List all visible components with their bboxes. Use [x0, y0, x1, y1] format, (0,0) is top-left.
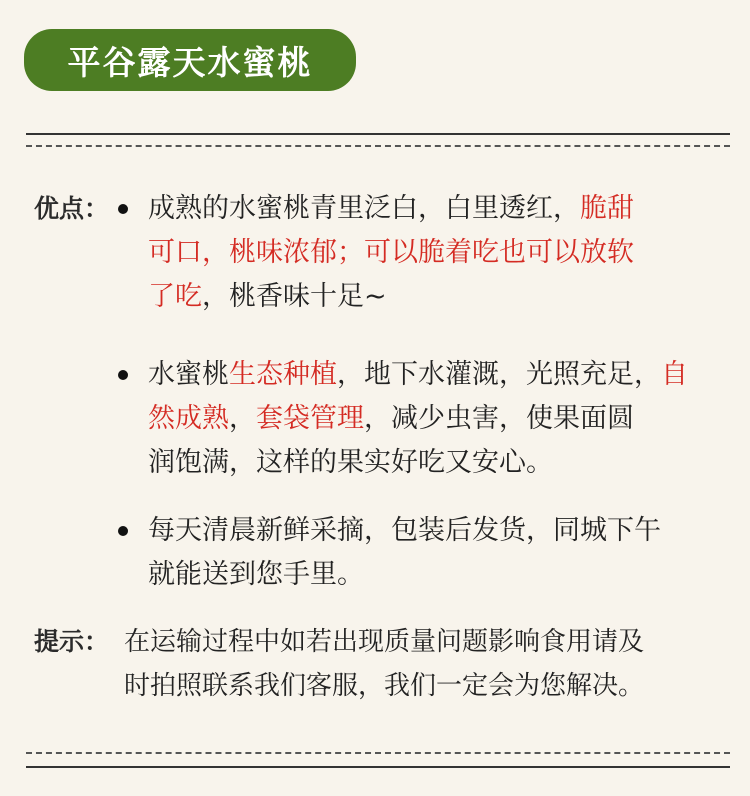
body-text: 就能送到您手里。 — [148, 559, 364, 590]
divider-bottom-dashed — [26, 752, 730, 754]
highlight-text: 自 — [661, 359, 688, 390]
advantage-line — [148, 509, 718, 553]
advantage-item-3 — [148, 509, 718, 597]
bullet-dot — [118, 526, 128, 536]
advantage-line — [148, 187, 718, 231]
body-text: ，桃香味十足~ — [202, 281, 387, 312]
advantage-line — [148, 231, 718, 275]
body-text: 每天清晨新鲜采摘，包装后发货，同城下午 — [148, 515, 661, 546]
notice-label: 提示： — [34, 627, 110, 656]
advantage-line — [148, 275, 718, 319]
page-title: 平谷露天水蜜桃 — [67, 42, 313, 82]
advantage-line — [148, 353, 718, 397]
highlight-text: 脆甜 — [580, 193, 634, 224]
advantage-line — [148, 553, 718, 597]
advantage-item-1 — [148, 187, 718, 319]
divider-bottom-solid — [26, 766, 730, 768]
body-text: 润饱满，这样的果实好吃又安心。 — [148, 447, 553, 478]
advantage-line — [148, 397, 718, 441]
notice-text — [124, 620, 724, 708]
title-badge — [24, 29, 356, 91]
highlight-text: 了吃 — [148, 281, 202, 312]
body-text: 成熟的水蜜桃青里泛白，白里透红， — [148, 193, 580, 224]
body-text: ，减少虫害，使果面圆 — [364, 403, 634, 434]
bullet-dot — [118, 370, 128, 380]
highlight-text: 套袋管理 — [256, 403, 364, 434]
notice-line: 在运输过程中如若出现质量问题影响食用请及 — [124, 627, 645, 657]
highlight-text: 可口，桃味浓郁；可以脆着吃也可以放软 — [148, 237, 634, 268]
body-text: ，地下水灌溉，光照充足， — [337, 359, 661, 390]
highlight-text: 生态种植 — [229, 359, 337, 390]
advantage-line — [148, 441, 718, 485]
divider-top-solid — [26, 133, 730, 135]
advantage-item-2 — [148, 353, 718, 485]
divider-top-dashed — [26, 145, 730, 147]
notice-line: 时拍照联系我们客服，我们一定会为您解决。 — [124, 671, 645, 701]
highlight-text: 然成熟 — [148, 403, 229, 434]
advantages-label: 优点： — [34, 194, 110, 223]
body-text: 水蜜桃 — [148, 359, 229, 390]
body-text: ， — [229, 403, 256, 434]
bullet-dot — [118, 204, 128, 214]
